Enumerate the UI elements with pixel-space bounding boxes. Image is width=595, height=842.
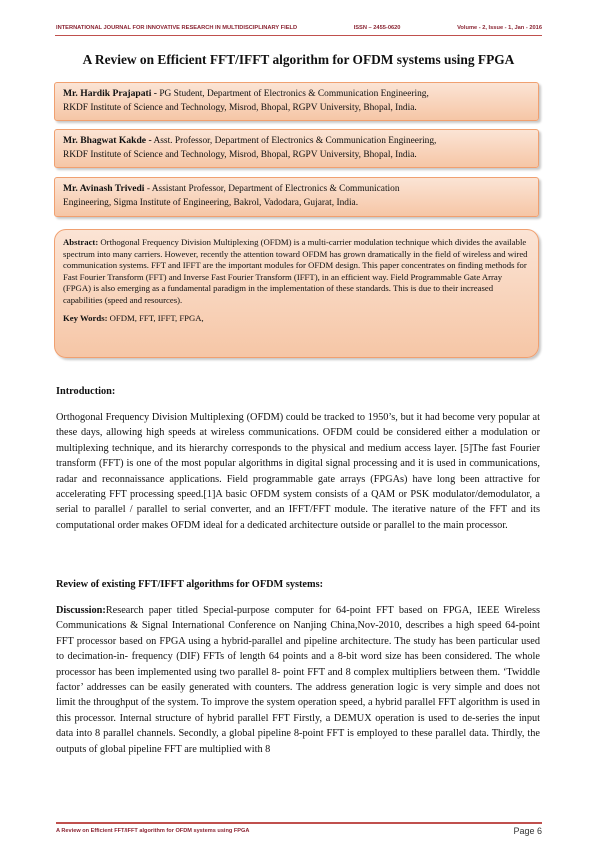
author-name: Mr. Bhagwat Kakde -	[63, 135, 152, 146]
issn: ISSN – 2455-0620	[353, 25, 401, 31]
discussion-label: Discussion:	[56, 605, 106, 616]
author-name: Mr. Hardik Prajapati -	[63, 88, 157, 99]
footer-rule	[56, 822, 542, 824]
keywords: OFDM, FFT, IFFT, FPGA,	[107, 312, 204, 323]
discussion-text: Research paper titled Special-purpose computer for 64-point FFT based on FPGA, IEEE Wireless Communications & Signal International Conference on Nanjing China,Nov-2010, describes a high speed 64-point FFT processor based on FPGA using a hybrid-parallel and pipeline architecture. The study has been particular used to decimation-in- frequency (DIF) FFTs of length 64 points and a 8-bit word size has been considered. The whole processor has been implemented using two parallel 8- point FFT and 8 complex multipliers between them. ‘Twiddle factor’ addresses can be easily generated with counters. The address generation logic is very simple and does not limit the throughput of the system. To improve the system operation speed, a hybrid parallel FFT algorithm is used in this processor. Internal structure of hybrid parallel FFT Firstly, a DEMUX operation is used to de-series the input data into 8 parallel channels. Secondly, a global pipeline 8-point FFT is employed to these parallel data. Thirdly, the outputs of global pipeline FFT are multiplied with 8	[56, 605, 540, 755]
paper-title: A Review on Efficient FFT/IFFT algorithm for OFDM systems using FPGA	[82, 52, 515, 67]
running-header	[56, 25, 542, 31]
keywords-line	[63, 313, 530, 325]
page-footer	[56, 826, 542, 836]
author-box-3	[54, 177, 539, 217]
abstract-box	[54, 229, 539, 358]
author-affiliation-line2: Engineering, Sigma Institute of Engineering, Bakrol, Vadodara, Gujarat, India.	[63, 197, 359, 208]
author-name: Mr. Avinash Trivedi	[63, 183, 145, 194]
author-affiliation-line2: RKDF Institute of Science and Technology, Misrod, Bhopal, RGPV University, Bhopal, India.	[63, 149, 417, 160]
footer-title: A Review on Efficient FFT/IFFT algorithm for OFDM systems using FPGA	[56, 828, 250, 834]
abstract-text: Orthogonal Frequency Division Multiplexing (OFDM) is a multi-carrier modulation technique which divides the available spectrum into many carriers. However, recently the attention toward OFDM has grown dramatically in the field of wireless and wired communication systems. FFT and IFFT are the important modules for OFDM design. This paper concentrates on finding methods for Fast Fourier Transform (FFT) and Inverse Fast Fourier Transform (IFFT), in an efficient way. Field Programmable Gate Array (FPGA) is also emerging as a fundamental paradigm in the implementation of these standards. This is due to their increased capabilities (speed and resources).	[63, 237, 528, 305]
author-affiliation-line2: RKDF Institute of Science and Technology, Misrod, Bhopal, RGPV University, Bhopal, India.	[63, 102, 417, 113]
volume-issue: Volume - 2, Issue - 1, Jan - 2016	[457, 25, 542, 31]
discussion-paragraph	[56, 603, 540, 757]
author-affiliation-line1: PG Student, Department of Electronics & Communication Engineering,	[156, 89, 429, 99]
intro-paragraph: Orthogonal Frequency Division Multiplexing (OFDM) could be tracked to 1950’s, but it had become very popular at these days, allowing high speeds at wireless communications. OFDM could be considered either a modulation or multiplexing technique, and its hierarchy corresponds to the physical and medium access layer. [5]The fast Fourier transform (FFT) is one of the most popular algorithms in digital signal processing and it is used in communications, radar and reconnaissance applications. Field programmable gate arrays (FPGAs) have long been attractive for accelerating FFT processing speed.[1]A basic OFDM system consists of a QAM or PSK modulator/demodulator, a serial to parallel / parallel to serial converter, and an IFFT/FFT module. The iterative nature of the FFT and its computational order makes OFDM ideal for a dedicated architecture outside or parallel to the main processor.	[56, 412, 540, 531]
review-heading: Review of existing FFT/IFFT algorithms for OFDM systems:	[56, 579, 324, 590]
intro-heading: Introduction:	[56, 386, 116, 397]
header-rule	[55, 35, 542, 36]
author-affiliation-line1: - Assistant Professor, Department of Electronics & Communication	[144, 184, 400, 194]
author-box-1	[54, 82, 539, 121]
abstract-text-block	[63, 237, 530, 307]
journal-name: INTERNATIONAL JOURNAL FOR INNOVATIVE RESEARCH IN MULTIDISCIPLINARY FIELD	[56, 25, 298, 31]
abstract-label: Abstract:	[63, 237, 99, 247]
page-number: Page 6	[513, 826, 542, 836]
author-box-2	[54, 129, 539, 168]
author-affiliation-line1: Asst. Professor, Department of Electronics & Communication Engineering,	[151, 136, 437, 146]
keywords-label: Key Words:	[63, 312, 108, 323]
